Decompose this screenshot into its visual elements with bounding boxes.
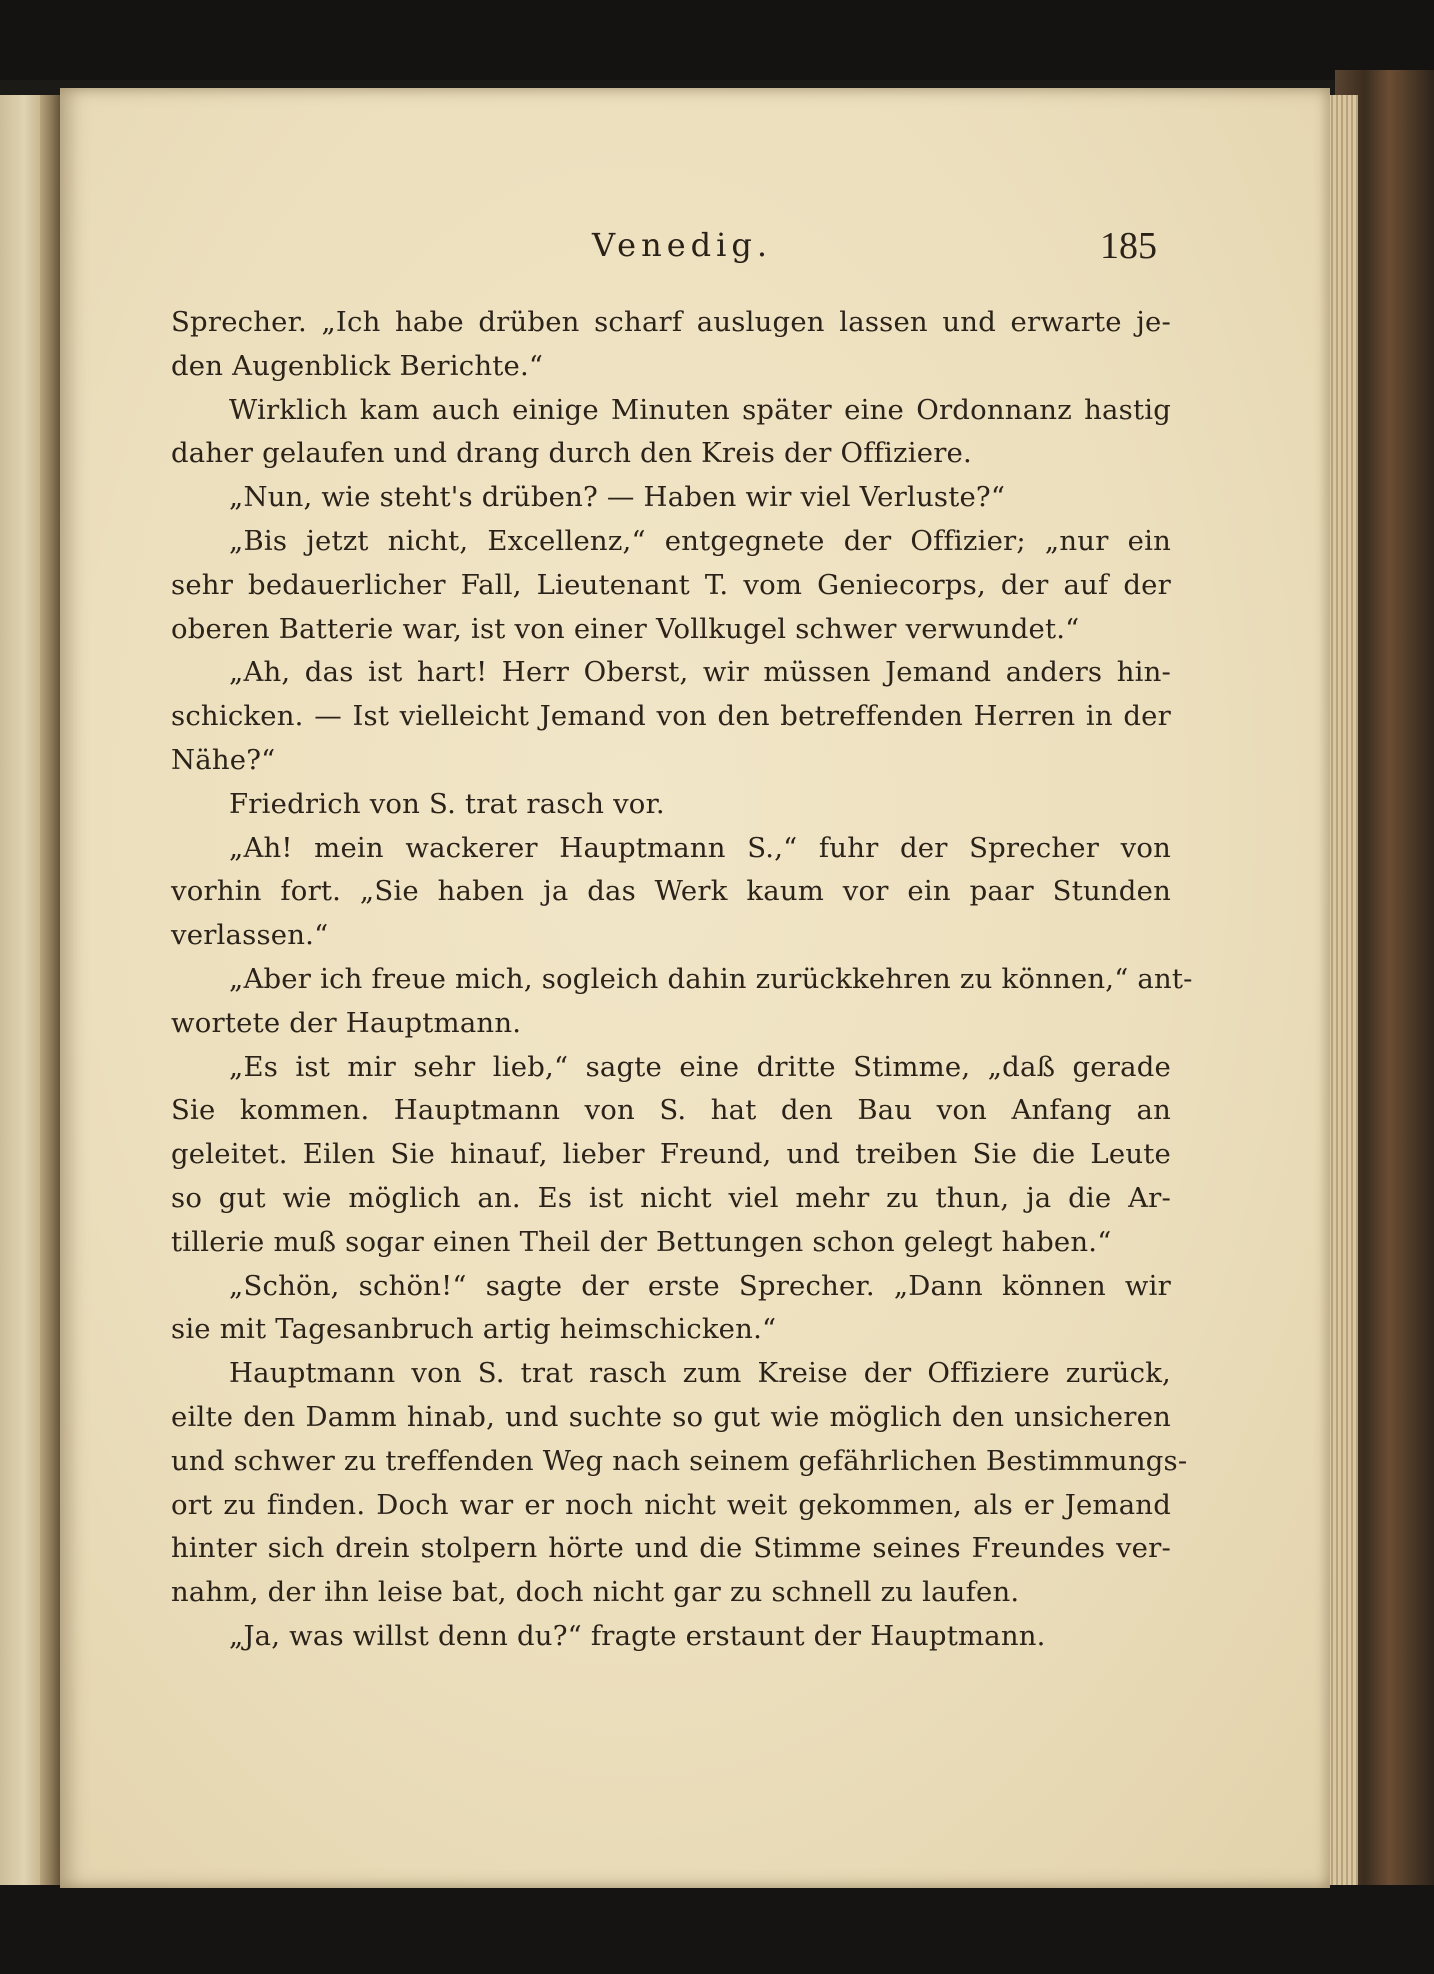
book-page	[60, 88, 1330, 1888]
text-line: und schwer zu treffenden Weg nach seinem gefährlichen Bestimmungs-	[171, 1444, 1188, 1477]
facing-page-edge	[0, 95, 40, 1885]
text-line: den Augenblick Berichte.“	[171, 349, 544, 382]
text-line: sehr bedauerlicher Fall, Lieutenant T. vom Geniecorps, der auf der	[171, 568, 1171, 601]
bottom-backdrop	[0, 1885, 1434, 1974]
text-line: „Aber ich freue mich, sogleich dahin zurückkehren zu können,“ ant-	[229, 962, 1193, 995]
text-line: „Ja, was willst denn du?“ fragte erstaunt der Hauptmann.	[229, 1619, 1046, 1652]
page-body-text	[171, 301, 1193, 1659]
text-line: verlassen.“	[171, 919, 329, 952]
text-line: vorhin fort. „Sie haben ja das Werk kaum vor ein paar Stunden	[171, 875, 1171, 908]
text-line: ort zu finden. Doch war er noch nicht weit gekommen, als er Jemand	[171, 1488, 1171, 1521]
text-line: geleitet. Eilen Sie hinauf, lieber Freund, und treiben Sie die Leute	[171, 1138, 1171, 1171]
text-line: daher gelaufen und drang durch den Kreis der Offiziere.	[171, 437, 972, 470]
text-line: wortete der Hauptmann.	[171, 1006, 522, 1039]
text-line: schicken. — Ist vielleicht Jemand von den betreffenden Herren in der	[171, 700, 1171, 733]
text-line: tillerie muß sogar einen Theil der Bettungen schon gelegt haben.“	[171, 1225, 1112, 1258]
text-line: „Bis jetzt nicht, Excellenz,“ entgegnete der Offizier; „nur ein	[229, 524, 1171, 557]
text-line: Nähe?“	[171, 743, 276, 776]
text-line: so gut wie möglich an. Es ist nicht viel mehr zu thun, ja die Ar-	[171, 1181, 1171, 1214]
text-line: „Schön, schön!“ sagte der erste Sprecher. „Dann können wir	[229, 1269, 1171, 1302]
text-line: Hauptmann von S. trat rasch zum Kreise der Offiziere zurück,	[229, 1357, 1171, 1390]
text-line: „Ah! mein wackerer Hauptmann S.,“ fuhr der Sprecher von	[229, 831, 1171, 864]
text-line: sie mit Tagesanbruch artig heimschicken.“	[171, 1313, 777, 1346]
text-line: „Es ist mir sehr lieb,“ sagte eine dritte Stimme, „daß gerade	[229, 1050, 1171, 1083]
text-line: „Nun, wie steht's drüben? — Haben wir viel Verluste?“	[229, 481, 1006, 514]
text-line: eilte den Damm hinab, und suchte so gut wie möglich den unsicheren	[171, 1400, 1171, 1433]
text-line: Sprecher. „Ich habe drüben scharf auslugen lassen und erwarte je-	[171, 306, 1171, 338]
page-number: 185	[1100, 225, 1157, 267]
text-line: „Ah, das ist hart! Herr Oberst, wir müssen Jemand anders hin-	[229, 656, 1171, 689]
text-line: Friedrich von S. trat rasch vor.	[229, 787, 665, 820]
text-line: oberen Batterie war, ist von einer Vollkugel schwer verwundet.“	[171, 612, 1080, 645]
book-gutter	[40, 95, 62, 1885]
text-line: nahm, der ihn leise bat, doch nicht gar zu schnell zu laufen.	[171, 1576, 1020, 1609]
running-head: Venedig.	[592, 226, 773, 264]
text-line: Wirklich kam auch einige Minuten später eine Ordonnanz hastig	[229, 393, 1171, 426]
text-line: hinter sich drein stolpern hörte und die Stimme seines Freundes ver-	[171, 1532, 1171, 1565]
page-header	[60, 88, 1330, 288]
text-line: Sie kommen. Hauptmann von S. hat den Bau von Anfang an	[171, 1094, 1171, 1127]
backdrop	[0, 0, 1434, 80]
